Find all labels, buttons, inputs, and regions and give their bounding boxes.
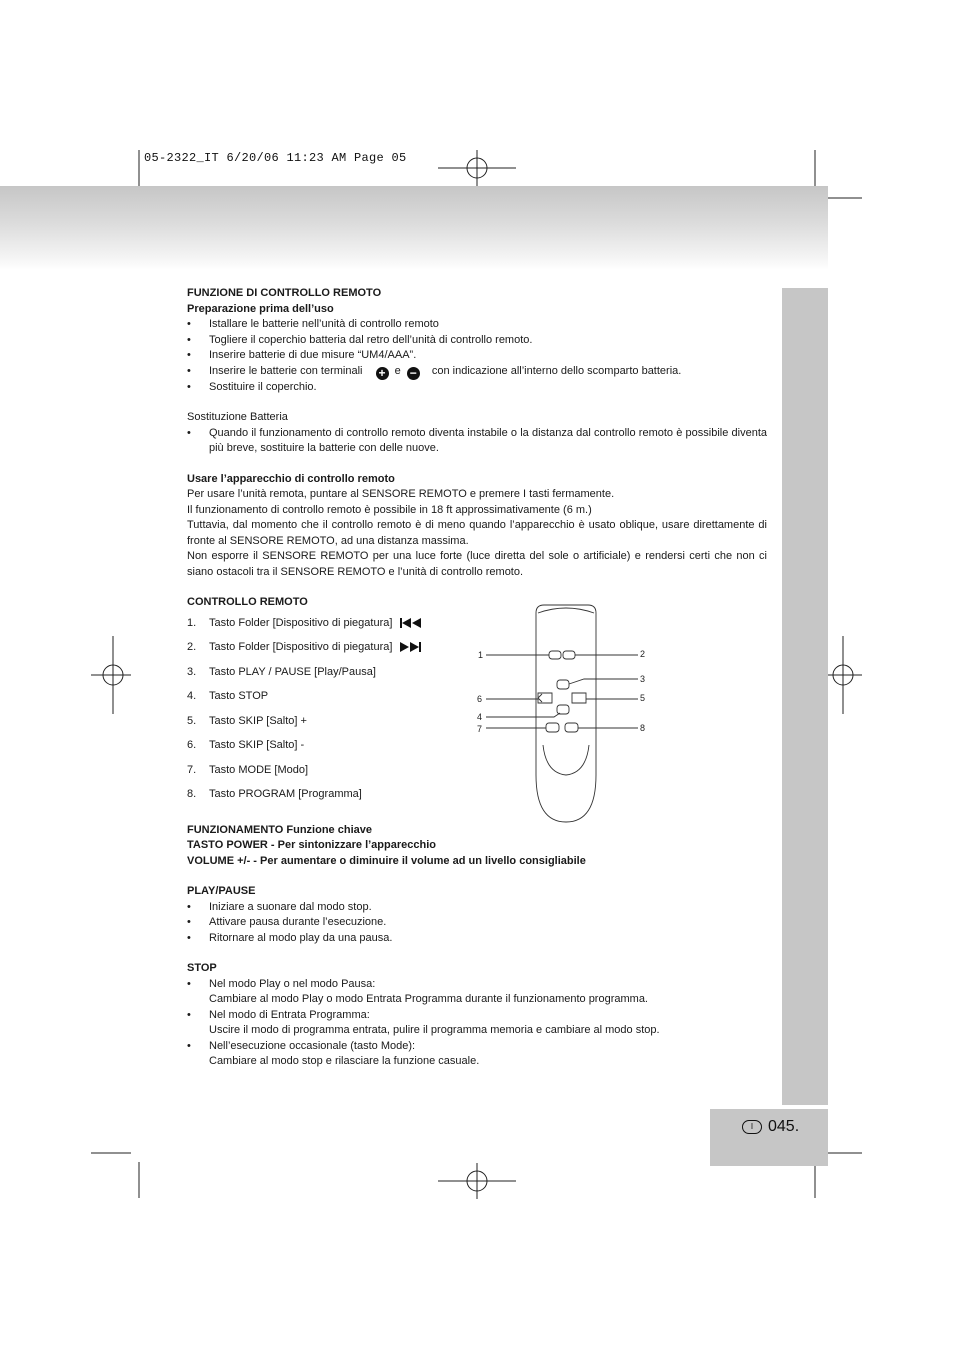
remote-body <box>536 605 596 822</box>
playpause-list <box>187 900 767 947</box>
minus-terminal-icon: − <box>407 367 420 380</box>
list-item: 5. Tasto SKIP [Salto] + <box>187 714 307 727</box>
stop-list <box>187 977 767 1070</box>
plus-terminal-icon: + <box>376 367 389 380</box>
callout-3: 3 <box>640 674 646 684</box>
keys-line: TASTO POWER - Per sintonizzare l’apparecchio <box>187 839 436 851</box>
list-item: • Nel modo di Entrata Programma: Uscire il modo di programma entrata, pulire il programma memoria e cambiare al modo stop. <box>187 1008 767 1039</box>
remote-control-diagram <box>474 603 654 825</box>
usage-line: Il funzionamento di controllo remoto è possibile in 18 ft approssimativamente (6 m.) <box>187 503 592 516</box>
button-1 <box>549 651 561 659</box>
list-item: 6. Tasto SKIP [Salto] - <box>187 739 305 751</box>
list-item: • Quando il funzionamento di controllo remoto diventa instabile o la distanza dal controllo remoto è possibile diventa più breve, sostituire la batterie con delle nuove. <box>187 426 767 457</box>
callout-7: 7 <box>477 724 483 734</box>
side-tab <box>782 288 828 1105</box>
callout-1: 1 <box>478 650 484 660</box>
prep-list <box>187 317 767 395</box>
callout-8: 8 <box>640 723 646 733</box>
button-4 <box>557 705 569 714</box>
usage-line: Tuttavia, dal momento che il controllo remoto è di meno quando l’apparecchio è usato oblique, usare direttamente di fronte al SENSORE REMOTO, ad una distanza massima. <box>187 519 767 547</box>
list-item: 1. Tasto Folder [Dispositivo di piegatura] <box>187 616 767 641</box>
stop-title: STOP <box>187 962 217 974</box>
bullet4-post: con indicazione all’interno dello scomparto batteria. <box>431 364 682 377</box>
skip-forward-icon <box>400 642 422 652</box>
list-item: • Sostituire il coperchio. <box>187 380 767 396</box>
battery-title: Sostituzione Batteria <box>187 411 288 423</box>
list-item: • Nel modo Play o nel modo Pausa: Cambiare al modo Play o modo Entrata Programma durante il funzionamento programma. <box>187 977 767 1008</box>
usage-title: Usare l’apparecchio di controllo remoto <box>187 472 395 485</box>
keys-line: FUNZIONAMENTO Funzione chiave <box>187 823 372 836</box>
list-item: • Iniziare a suonare dal modo stop. <box>187 900 767 916</box>
list-item <box>187 364 767 380</box>
skip-back-icon <box>400 618 422 628</box>
bullet4-mid: e <box>394 364 401 377</box>
print-slug: 05-2322_IT 6/20/06 11:23 AM Page 05 <box>144 151 407 165</box>
button-2 <box>563 651 575 659</box>
list-item: 4. Tasto STOP <box>187 690 269 702</box>
keys-line: VOLUME +/- - Per aumentare o diminuire il volume ad un livello consigliabile <box>187 854 586 867</box>
section-subtitle: Preparazione prima dell’uso <box>187 302 334 315</box>
bullet4-pre: Inserire le batterie con terminali <box>209 364 363 377</box>
language-mark-icon: I <box>742 1120 762 1134</box>
playpause-title: PLAY/PAUSE <box>187 885 256 897</box>
callout-5: 5 <box>640 693 646 703</box>
page-number: 045. <box>768 1118 800 1135</box>
remote-title: CONTROLLO REMOTO <box>187 596 308 608</box>
callout-2: 2 <box>640 649 646 659</box>
list-item: 8. Tasto PROGRAM [Programma] <box>187 788 362 800</box>
list-item: • Nell’esecuzione occasionale (tasto Mode): Cambiare al modo stop e rilasciare la funzione casuale. <box>187 1039 767 1070</box>
button-7 <box>546 723 559 732</box>
button-6 <box>538 693 552 703</box>
list-item: 7. Tasto MODE [Modo] <box>187 763 309 776</box>
list-item: • Attivare pausa durante l’esecuzione. <box>187 915 767 931</box>
usage-line: Non esporre il SENSORE REMOTO per una luce forte (luce diretta del sole o artificiale) e rendersi certi che non ci siano ostacoli tra il SENSORE REMOTO e l’unità di controllo remoto. <box>187 550 767 578</box>
section-title: FUNZIONE DI CONTROLLO REMOTO <box>187 287 382 299</box>
callout-4: 4 <box>477 712 483 722</box>
header-band <box>0 186 828 270</box>
list-item: 3. Tasto PLAY / PAUSE [Play/Pausa] <box>187 665 376 678</box>
button-8 <box>565 723 578 732</box>
list-item: • Ritornare al modo play da una pausa. <box>187 931 767 947</box>
battery-list <box>187 426 767 457</box>
usage-line: Per usare l’unità remota, puntare al SENSORE REMOTO e premere I tasti fermamente. <box>187 488 615 500</box>
button-3 <box>557 680 569 689</box>
callout-6: 6 <box>477 694 483 704</box>
list-item: • Istallare le batterie nell’unità di controllo remoto <box>187 317 767 333</box>
list-item: • Togliere il coperchio batteria dal retro dell’unità di controllo remoto. <box>187 333 767 349</box>
button-5 <box>572 693 586 703</box>
list-item: 2. Tasto Folder [Dispositivo di piegatura] <box>187 640 767 665</box>
list-item: • Inserire batterie di due misure “UM4/AAA”. <box>187 348 767 364</box>
page-number-label <box>742 1117 799 1137</box>
